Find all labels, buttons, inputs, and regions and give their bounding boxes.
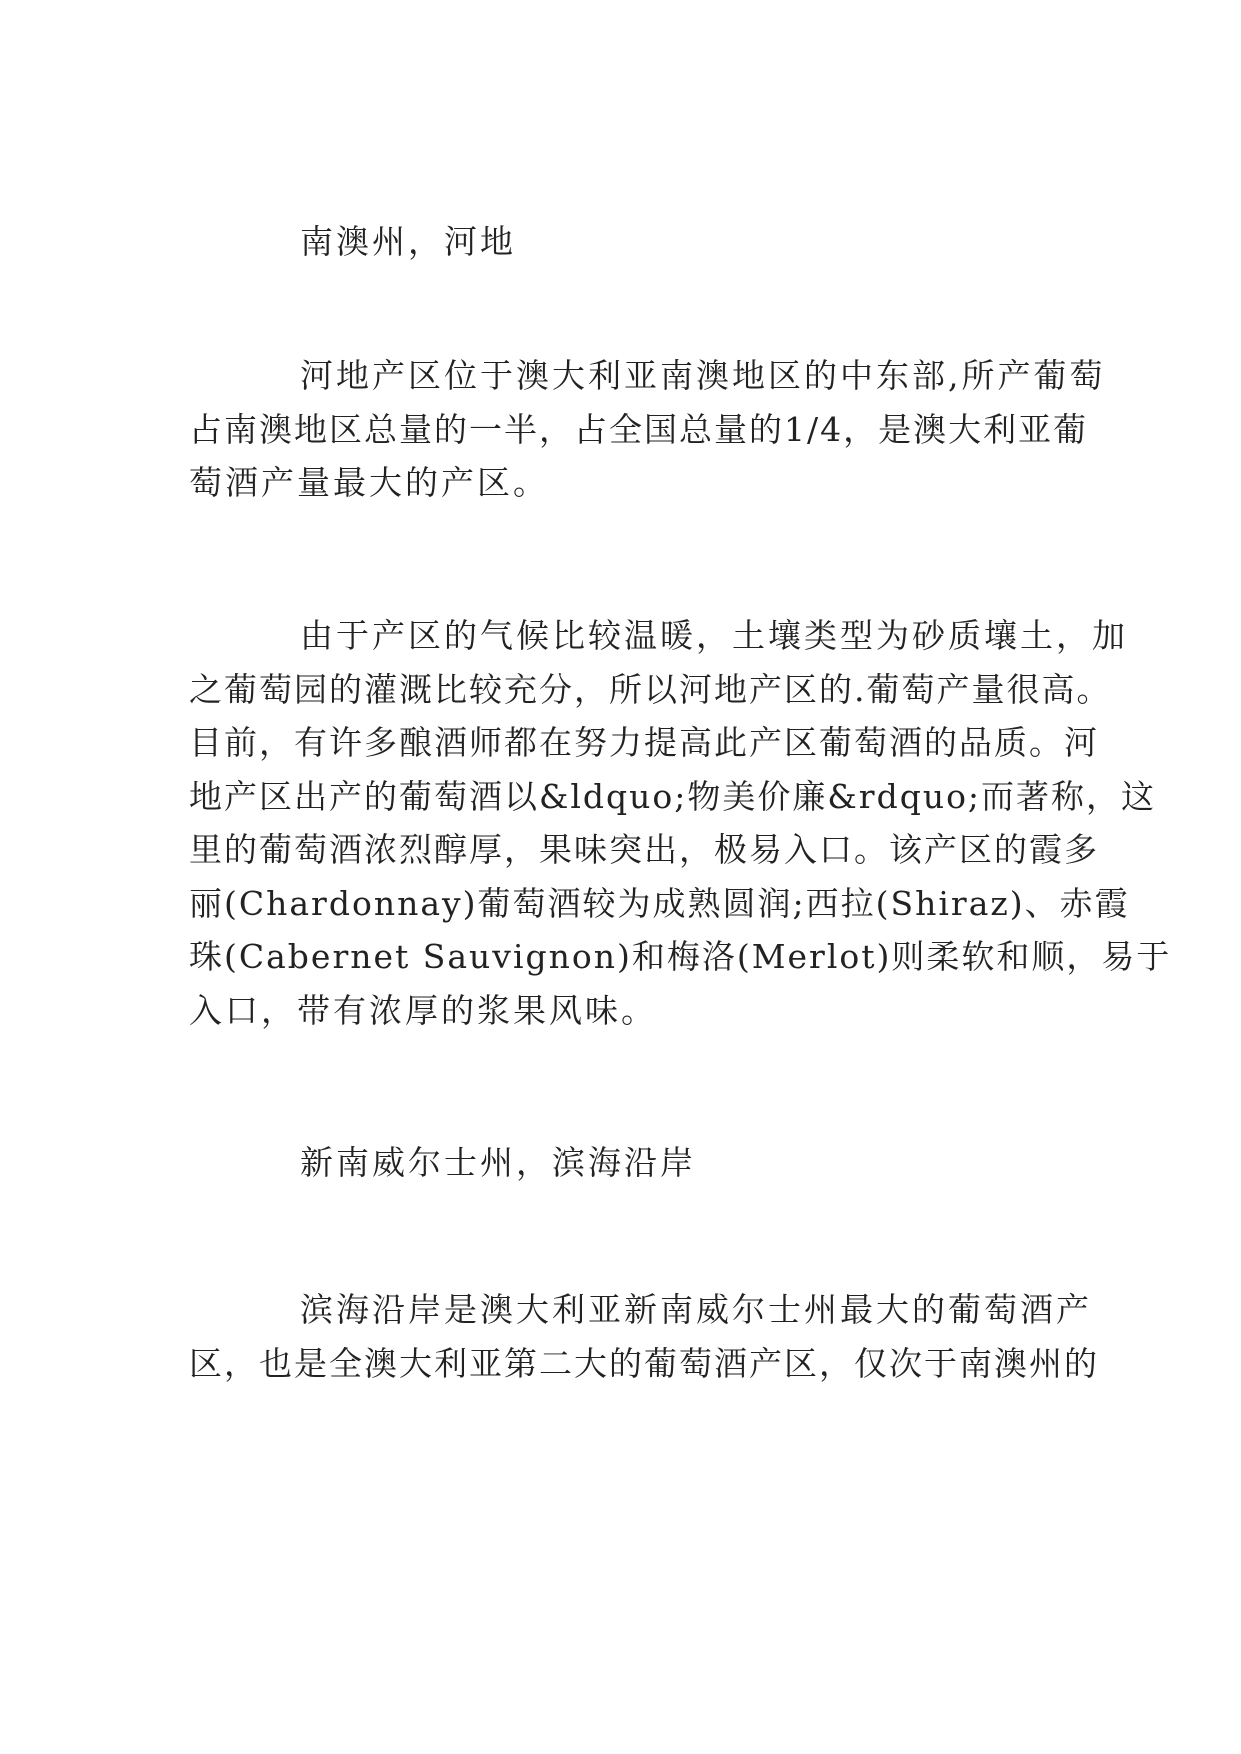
paragraph-line: 目前，有许多酿酒师都在努力提高此产区葡萄酒的品质。河	[189, 723, 1099, 762]
section-heading-nsw-coastal: 新南威尔士州，滨海沿岸	[300, 1143, 696, 1182]
section-heading-riverland: 南澳州，河地	[300, 222, 516, 261]
paragraph-line: 入口，带有浓厚的浆果风味。	[189, 991, 657, 1030]
paragraph-line: 里的葡萄酒浓烈醇厚，果味突出，极易入口。该产区的霞多	[189, 830, 1099, 869]
paragraph-line: 区，也是全澳大利亚第二大的葡萄酒产区，仅次于南澳州的	[189, 1344, 1099, 1383]
paragraph-line: 占南澳地区总量的一半，占全国总量的1/4，是澳大利亚葡	[189, 410, 1089, 449]
paragraph-line: 河地产区位于澳大利亚南澳地区的中东部,所产葡萄	[300, 356, 1106, 395]
paragraph-line: 之葡萄园的灌溉比较充分，所以河地产区的.葡萄产量很高。	[189, 670, 1112, 709]
paragraph-line: 滨海沿岸是澳大利亚新南威尔士州最大的葡萄酒产	[300, 1290, 1092, 1329]
paragraph-line: 萄酒产量最大的产区。	[189, 463, 549, 502]
paragraph-line: 珠(Cabernet Sauvignon)和梅洛(Merlot)则柔软和顺，易于	[189, 937, 1172, 976]
paragraph-line: 由于产区的气候比较温暖，土壤类型为砂质壤土，加	[300, 616, 1128, 655]
paragraph-line: 丽(Chardonnay)葡萄酒较为成熟圆润;西拉(Shiraz)、赤霞	[189, 884, 1130, 923]
paragraph-line: 地产区出产的葡萄酒以&ldquo;物美价廉&rdquo;而著称，这	[189, 777, 1157, 816]
